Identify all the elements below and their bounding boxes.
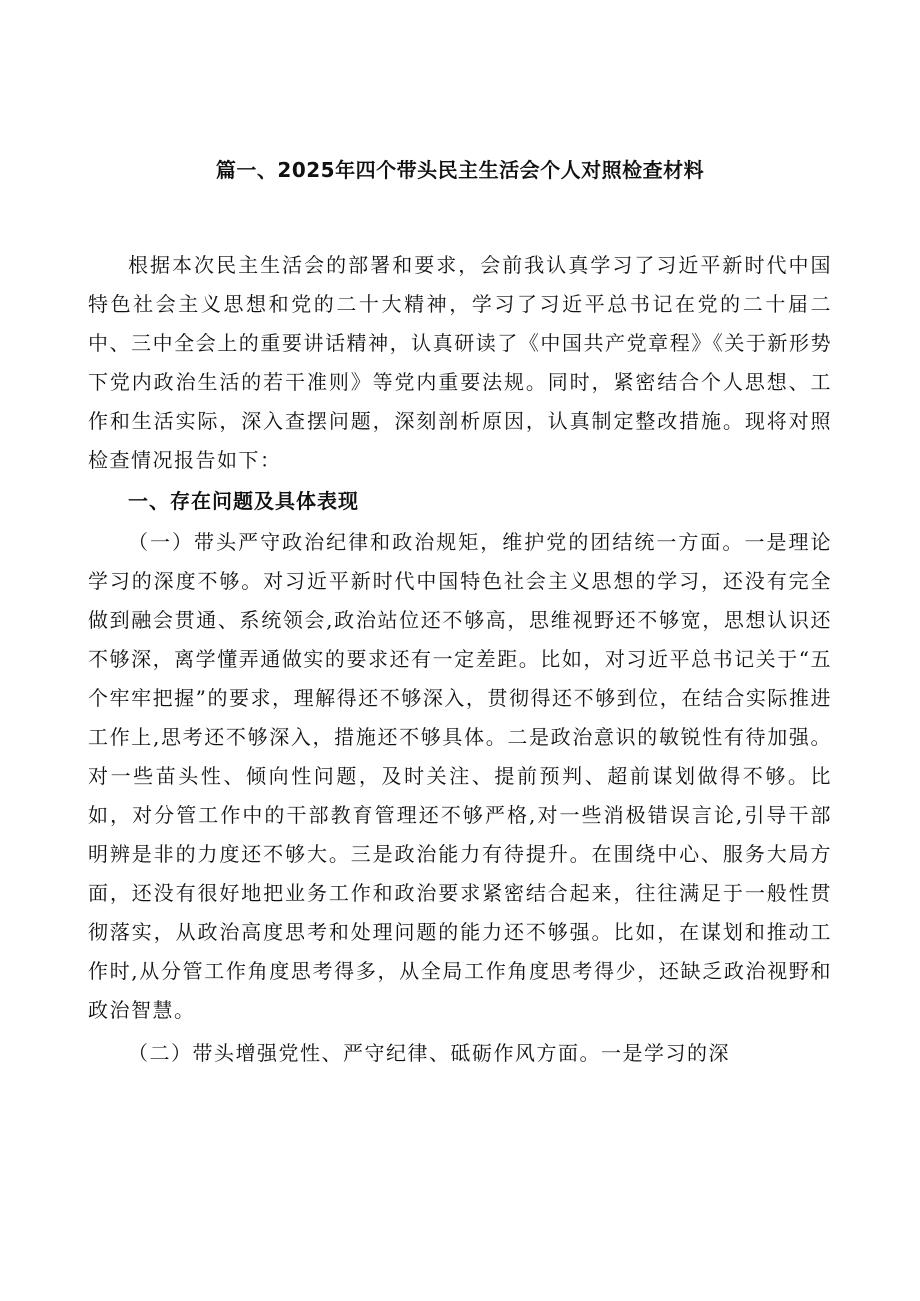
section-paragraph-2: （二）带头增强党性、严守纪律、砥砺作风方面。一是学习的深 [128,1041,730,1065]
section-paragraph-1: （一）带头严守政治纪律和政治规矩，维护党的团结统一方面。一是理论学习的深度不够。对习近平新时代中国特色社会主义思想的学习，还没有完全做到融会贯通、系统领会,政治站位还不够高，思维视野还不够宽，思想认识还不够深，离学懂弄通做实的要求还有一定差距。比如，对习近平总书记关于“五个牢牢把握”的要求，理解得还不够深入，贯彻得还不够到位，在结合实际推进工作上,思考还不够深入，措施还不够具体。二是政治意识的敏锐性有待加强。对一些苗头性、倾向性问题，及时关注、提前预判、超前谋划做得不够。比如，对分管工作中的干部教育管理还不够严格,对一些消极错误言论,引导干部明辨是非的力度还不够大。三是政治能力有待提升。在围绕中心、服务大局方面，还没有很好地把业务工作和政治要求紧密结合起来，往往满足于一般性贯彻落实，从政治高度思考和处理问题的能力还不够强。比如，在谋划和推动工作时,从分管工作角度思考得多，从全局工作角度思考得少，还缺乏政治视野和政治智慧。 [88,530,832,1022]
section-heading: 一、存在问题及具体表现 [128,489,359,513]
document-body [88,246,832,1073]
intro-paragraph: 根据本次民主生活会的部署和要求，会前我认真学习了习近平新时代中国特色社会主义思想和党的二十大精神，学习了习近平总书记在党的二十届二中、三中全会上的重要讲话精神，认真研读了《中国共产党章程》《关于新形势下党内政治生活的若干准则》等党内重要法规。同时，紧密结合个人思想、工作和生活实际，深入查摆问题，深刻剖析原因，认真制定整改措施。现将对照检查情况报告如下： [88,253,832,472]
document-title: 篇一、2025年四个带头民主生活会个人对照检查材料 [215,158,705,182]
